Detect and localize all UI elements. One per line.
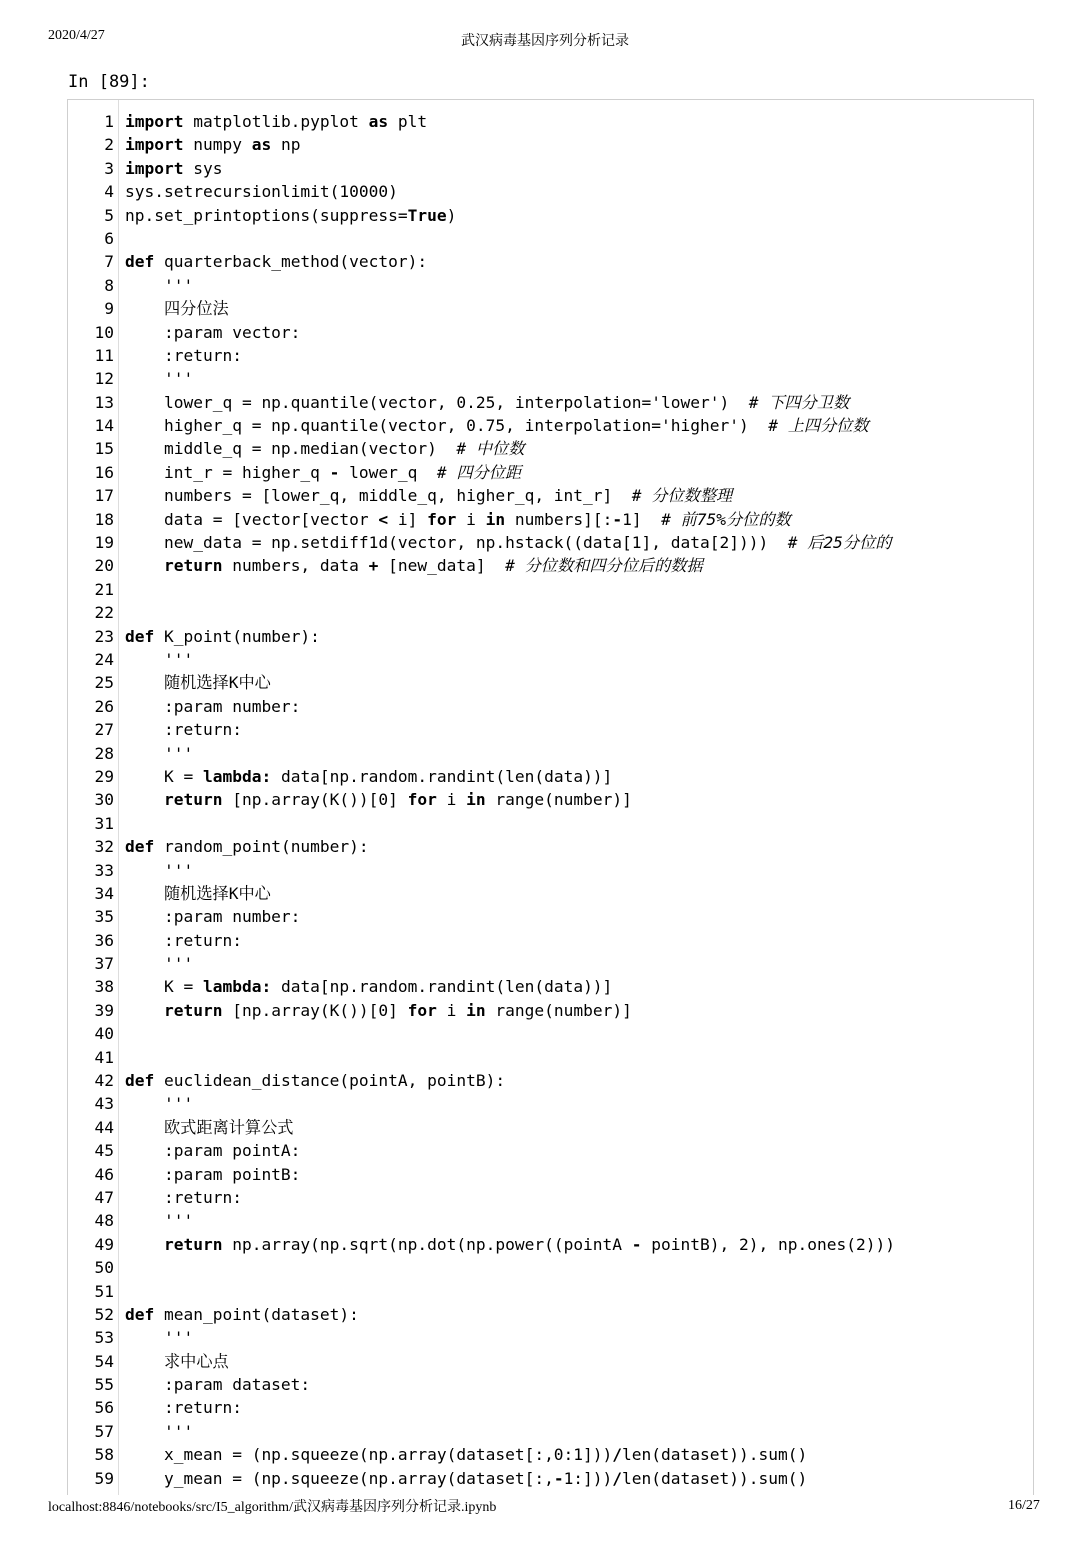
- code-token: def: [125, 626, 155, 646]
- code-text: [114, 1467, 807, 1490]
- code-token: lambda:: [202, 977, 272, 997]
- line-number: 7: [104, 252, 114, 272]
- line-number: 38: [94, 977, 114, 997]
- code-line: [68, 461, 1033, 484]
- code-token: /: [612, 1445, 623, 1465]
- code-token: as: [368, 112, 389, 131]
- line-number: 49: [94, 1234, 114, 1254]
- line-number: 47: [94, 1187, 114, 1207]
- code-token: ): [446, 205, 457, 225]
- code-token: numbers, data: [222, 556, 369, 576]
- code-line: [68, 1326, 1033, 1349]
- code-token: import: [125, 158, 184, 178]
- code-token: 四分位法: [163, 299, 229, 319]
- code-line: [68, 929, 1033, 952]
- code-token: lower_q = np.quantile(vector, 0.25, interpolation='lower'): [125, 392, 749, 412]
- code-line: [68, 110, 1033, 133]
- code-token: x_mean = (np.squeeze(np.array(dataset[:,0:1])): [125, 1445, 613, 1465]
- code-text: [114, 1373, 310, 1396]
- code-text: [114, 648, 193, 671]
- code-token: [125, 673, 164, 692]
- code-line: [68, 1420, 1033, 1443]
- code-line: [68, 180, 1033, 203]
- code-token: for: [407, 1000, 437, 1020]
- code-token: ''': [125, 743, 194, 763]
- line-number: 9: [104, 299, 114, 319]
- code-token: ''': [125, 1094, 194, 1114]
- code-token: -: [612, 509, 623, 529]
- code-token: # 前75%分位的数: [661, 509, 791, 529]
- code-text: [114, 110, 427, 133]
- code-token: :param vector:: [125, 322, 301, 342]
- code-text: [114, 461, 521, 484]
- code-line: [68, 859, 1033, 882]
- code-token: # 下四分卫数: [748, 392, 850, 412]
- code-token: sys.setrecursionlimit(10000): [125, 182, 398, 202]
- code-line: [68, 812, 1033, 835]
- code-text: [114, 1163, 300, 1186]
- line-number: 45: [94, 1141, 114, 1161]
- code-text: [114, 1443, 807, 1466]
- code-token: plt: [388, 112, 428, 131]
- code-text: [114, 414, 869, 437]
- code-text: [114, 204, 456, 227]
- code-token: :param dataset:: [125, 1375, 311, 1395]
- code-token: higher_q = np.quantile(vector, 0.75, interpolation='higher'): [125, 416, 769, 436]
- code-token: 随机选择: [163, 883, 229, 903]
- code-token: middle_q = np.median(vector): [125, 439, 457, 459]
- code-text: [114, 437, 524, 460]
- code-line: [68, 1396, 1033, 1419]
- code-line: [68, 671, 1033, 694]
- code-token: [125, 1235, 164, 1254]
- code-text: [114, 297, 229, 320]
- code-text: [114, 1303, 359, 1326]
- code-text: [114, 742, 193, 765]
- code-token: ''': [125, 954, 194, 974]
- code-token: def: [125, 252, 155, 272]
- code-token: [125, 790, 164, 809]
- code-text: [114, 1139, 300, 1162]
- code-line: [68, 508, 1033, 531]
- line-number: 36: [94, 930, 114, 950]
- code-token: True: [407, 205, 447, 225]
- code-text: [114, 250, 427, 273]
- line-number: 22: [94, 603, 114, 623]
- code-token: numbers][:: [505, 509, 613, 529]
- line-number: 37: [94, 954, 114, 974]
- code-token: return: [163, 556, 223, 576]
- code-token: ''': [125, 275, 194, 295]
- line-number: 55: [94, 1375, 114, 1395]
- code-token: [125, 1352, 164, 1371]
- line-number: 8: [104, 275, 114, 295]
- code-token: :return:: [125, 930, 242, 950]
- code-token: pointB), 2), np.ones(2))): [641, 1234, 895, 1254]
- print-footer-url: localhost:8846/notebooks/src/I5_algorithm/武汉病毒基因序列分析记录.ipynb: [48, 1500, 497, 1515]
- code-text: [114, 1420, 193, 1443]
- line-number: 18: [94, 509, 114, 529]
- code-token: import: [125, 112, 184, 131]
- code-text: [114, 671, 271, 694]
- line-number: 54: [94, 1351, 114, 1371]
- code-token: :return:: [125, 1398, 242, 1418]
- code-token: import: [125, 135, 184, 155]
- code-text: [114, 1092, 193, 1115]
- code-token: # 上四分位数: [768, 416, 869, 436]
- code-token: 求中心点: [163, 1351, 229, 1371]
- code-line: [68, 1092, 1033, 1115]
- code-line: [68, 531, 1033, 554]
- line-number: 12: [94, 369, 114, 389]
- code-token: :return:: [125, 345, 242, 365]
- code-token: -: [329, 462, 340, 482]
- line-number: 44: [94, 1117, 114, 1137]
- code-token: :param number:: [125, 696, 301, 716]
- code-line: [68, 321, 1033, 344]
- code-line: [68, 1443, 1033, 1466]
- code-text: [114, 367, 193, 390]
- code-line: [68, 367, 1033, 390]
- code-token: # 分位数整理: [631, 486, 733, 506]
- line-number: 58: [94, 1445, 114, 1465]
- code-line: [68, 695, 1033, 718]
- line-number: 23: [94, 626, 114, 646]
- code-line: [68, 578, 1033, 601]
- code-token: i]: [388, 509, 428, 529]
- line-number: 24: [94, 649, 114, 669]
- line-number: 10: [94, 322, 114, 342]
- code-line: [68, 414, 1033, 437]
- code-line: [68, 157, 1033, 180]
- code-token: <: [378, 509, 389, 529]
- code-line: [68, 1046, 1033, 1069]
- code-token: np.array(np.sqrt(np.dot(np.power((pointA: [222, 1234, 632, 1254]
- line-number: 14: [94, 416, 114, 436]
- code-line: [68, 250, 1033, 273]
- code-line: [68, 648, 1033, 671]
- line-number: 52: [94, 1304, 114, 1324]
- line-number: 13: [94, 392, 114, 412]
- code-line: [68, 718, 1033, 741]
- code-line: [68, 554, 1033, 577]
- code-line: [68, 133, 1033, 156]
- code-text: [114, 321, 300, 344]
- line-number: 1: [104, 112, 114, 131]
- line-number: 15: [94, 439, 114, 459]
- code-token: :param number:: [125, 907, 301, 927]
- code-token: K =: [125, 977, 203, 997]
- line-number: 25: [94, 673, 114, 693]
- code-line: [68, 999, 1033, 1022]
- code-token: # 分位数和四分位后的数据: [505, 556, 703, 576]
- code-text: [114, 180, 398, 203]
- code-token: in: [466, 1000, 486, 1020]
- code-token: y_mean = (np.squeeze(np.array(dataset[:,: [125, 1468, 554, 1488]
- code-token: 1:])): [563, 1468, 613, 1488]
- code-line: [68, 742, 1033, 765]
- code-line: [68, 1139, 1033, 1162]
- code-line: [68, 1069, 1033, 1092]
- code-token: len(dataset)).sum(): [622, 1468, 808, 1488]
- code-token: random_point(number):: [154, 837, 369, 857]
- code-line: [68, 1163, 1033, 1186]
- code-token: i: [436, 1000, 467, 1020]
- code-text: [114, 835, 369, 858]
- line-number: 40: [94, 1024, 114, 1044]
- code-line: [68, 274, 1033, 297]
- code-token: -: [631, 1234, 642, 1254]
- code-token: quarterback_method(vector):: [154, 252, 428, 272]
- code-token: lower_q: [339, 462, 437, 482]
- line-number: 46: [94, 1164, 114, 1184]
- line-number: 29: [94, 766, 114, 786]
- code-text: [114, 905, 300, 928]
- code-token: np.set_printoptions(suppress=: [125, 205, 408, 225]
- line-number: 28: [94, 743, 114, 763]
- code-token: [new_data]: [378, 556, 506, 576]
- code-token: in: [485, 509, 506, 529]
- code-token: K: [228, 673, 239, 693]
- code-token: return: [163, 1234, 223, 1254]
- code-token: new_data = np.setdiff1d(vector, np.hstack((data[1], data[2]))): [125, 533, 788, 553]
- code-text: [114, 344, 242, 367]
- code-text: [114, 554, 703, 577]
- code-token: matplotlib.pyplot: [183, 112, 369, 131]
- code-token: ''': [125, 1328, 194, 1348]
- code-token: K =: [125, 766, 203, 786]
- code-cell[interactable]: [67, 99, 1034, 1495]
- code-line: [68, 204, 1033, 227]
- line-number: 30: [94, 790, 114, 810]
- line-number: 20: [94, 556, 114, 576]
- line-number: 11: [94, 345, 114, 365]
- code-token: range(number)]: [485, 790, 632, 810]
- line-number: 26: [94, 696, 114, 716]
- code-token: 中心: [238, 673, 271, 693]
- code-line: [68, 1467, 1033, 1490]
- code-text: [114, 999, 632, 1022]
- code-token: numpy: [183, 135, 252, 155]
- code-token: in: [466, 790, 486, 810]
- code-token: [125, 1001, 164, 1020]
- line-number: 51: [94, 1281, 114, 1301]
- code-text: [114, 508, 791, 531]
- code-token: euclidean_distance(pointA, pointB):: [154, 1071, 506, 1091]
- code-token: [125, 556, 164, 575]
- code-token: K: [228, 883, 239, 903]
- line-number: 21: [94, 579, 114, 599]
- code-text: [114, 391, 849, 414]
- code-token: ''': [125, 1211, 194, 1231]
- code-text: [114, 765, 612, 788]
- code-token: for: [407, 790, 437, 810]
- print-footer-page: 16/27: [1008, 1498, 1040, 1513]
- code-token: def: [125, 1071, 155, 1091]
- code-token: 1]: [622, 509, 662, 529]
- code-line: [68, 835, 1033, 858]
- line-number: 19: [94, 533, 114, 553]
- code-line: [68, 437, 1033, 460]
- code-text: [114, 718, 242, 741]
- code-token: sys: [183, 158, 223, 178]
- code-text: [114, 859, 193, 882]
- code-token: data[np.random.randint(len(data))]: [271, 766, 613, 786]
- line-number: 34: [94, 883, 114, 903]
- code-text: [114, 157, 222, 180]
- code-token: [125, 884, 164, 903]
- code-token: :return:: [125, 720, 242, 740]
- line-number: 48: [94, 1211, 114, 1231]
- code-line: [68, 788, 1033, 811]
- code-token: ''': [125, 860, 194, 880]
- code-line: [68, 1022, 1033, 1045]
- code-text: [114, 952, 193, 975]
- code-token: ''': [125, 649, 194, 669]
- code-token: 中心: [238, 883, 271, 903]
- code-token: 欧式距离计算公式: [163, 1117, 294, 1137]
- code-token: ''': [125, 369, 194, 389]
- code-token: len(dataset)).sum(): [622, 1445, 808, 1465]
- line-number: 35: [94, 907, 114, 927]
- code-line: [68, 1186, 1033, 1209]
- line-number: 5: [104, 205, 114, 225]
- code-token: -: [553, 1468, 564, 1488]
- code-token: [125, 299, 164, 318]
- code-text: [114, 1116, 293, 1139]
- line-number: 16: [94, 462, 114, 482]
- line-number: 39: [94, 1000, 114, 1020]
- code-token: # 中位数: [456, 439, 525, 459]
- line-number: 27: [94, 720, 114, 740]
- code-token: numbers = [lower_q, middle_q, higher_q, int_r]: [125, 486, 632, 506]
- code-line: [68, 484, 1033, 507]
- code-line: [68, 765, 1033, 788]
- code-line: [68, 625, 1033, 648]
- code-text: [114, 929, 242, 952]
- code-text: [114, 788, 632, 811]
- line-number: 42: [94, 1071, 114, 1091]
- line-number: 3: [104, 158, 114, 178]
- line-number: 53: [94, 1328, 114, 1348]
- code-token: K_point(number):: [154, 626, 320, 646]
- code-line: [68, 601, 1033, 624]
- code-token: i: [456, 509, 486, 529]
- code-text: [114, 882, 271, 905]
- code-text: [114, 274, 193, 297]
- line-number: 32: [94, 837, 114, 857]
- code-text: [114, 133, 300, 156]
- code-token: :return:: [125, 1187, 242, 1207]
- code-token: ''': [125, 1421, 194, 1441]
- code-line: [68, 905, 1033, 928]
- code-text: [114, 695, 300, 718]
- code-token: np: [271, 135, 301, 155]
- line-number: 50: [94, 1258, 114, 1278]
- code-text: [114, 1186, 242, 1209]
- code-line: [68, 1373, 1033, 1396]
- print-header-date: 2020/4/27: [48, 28, 105, 43]
- line-number: 59: [94, 1468, 114, 1488]
- code-line: [68, 952, 1033, 975]
- code-token: data[np.random.randint(len(data))]: [271, 977, 613, 997]
- code-token: def: [125, 1304, 155, 1324]
- code-token: /: [612, 1468, 623, 1488]
- code-text: [114, 531, 891, 554]
- code-token: 随机选择: [163, 673, 229, 693]
- code-token: [125, 1118, 164, 1137]
- code-line: [68, 297, 1033, 320]
- code-line: [68, 1280, 1033, 1303]
- code-token: for: [427, 509, 457, 529]
- code-line: [68, 1116, 1033, 1139]
- line-number: 33: [94, 860, 114, 880]
- code-token: [np.array(K())[0]: [222, 790, 408, 810]
- code-text: [114, 1209, 193, 1232]
- code-line: [68, 1209, 1033, 1232]
- code-text: [114, 484, 732, 507]
- line-number: 17: [94, 486, 114, 506]
- line-number: 43: [94, 1094, 114, 1114]
- line-number: 57: [94, 1421, 114, 1441]
- code-text: [114, 1069, 505, 1092]
- code-line: [68, 975, 1033, 998]
- code-line: [68, 882, 1033, 905]
- code-token: mean_point(dataset):: [154, 1304, 359, 1324]
- code-line: [68, 1303, 1033, 1326]
- print-header-title: 武汉病毒基因序列分析记录: [461, 34, 629, 49]
- cell-prompt: In [89]:: [68, 72, 150, 92]
- line-number: 56: [94, 1398, 114, 1418]
- code-text: [114, 1350, 229, 1373]
- code-token: :param pointB:: [125, 1164, 301, 1184]
- code-token: # 四分位距: [436, 462, 522, 482]
- code-text: [114, 1396, 242, 1419]
- line-number: 2: [104, 135, 114, 155]
- code-token: :param pointA:: [125, 1141, 301, 1161]
- code-lines: [68, 110, 1033, 1490]
- code-line: [68, 227, 1033, 250]
- code-token: data = [vector[vector: [125, 509, 379, 529]
- code-token: +: [368, 556, 379, 576]
- code-line: [68, 1256, 1033, 1279]
- code-token: return: [163, 790, 223, 810]
- line-number: 6: [104, 228, 114, 248]
- code-line: [68, 1350, 1033, 1373]
- code-line: [68, 391, 1033, 414]
- line-number: 41: [94, 1047, 114, 1067]
- code-token: i: [436, 790, 467, 810]
- code-token: return: [163, 1000, 223, 1020]
- code-token: # 后25分位的: [787, 533, 892, 553]
- code-text: [114, 1326, 193, 1349]
- line-number: 31: [94, 813, 114, 833]
- code-text: [114, 975, 612, 998]
- code-token: range(number)]: [485, 1000, 632, 1020]
- line-number: 4: [104, 182, 114, 202]
- code-token: int_r = higher_q: [125, 462, 330, 482]
- code-line: [68, 344, 1033, 367]
- code-text: [114, 625, 320, 648]
- code-text: [114, 1233, 895, 1256]
- code-line: [68, 1233, 1033, 1256]
- code-token: lambda:: [202, 766, 272, 786]
- code-token: as: [251, 135, 272, 155]
- code-token: [np.array(K())[0]: [222, 1000, 408, 1020]
- code-token: def: [125, 837, 155, 857]
